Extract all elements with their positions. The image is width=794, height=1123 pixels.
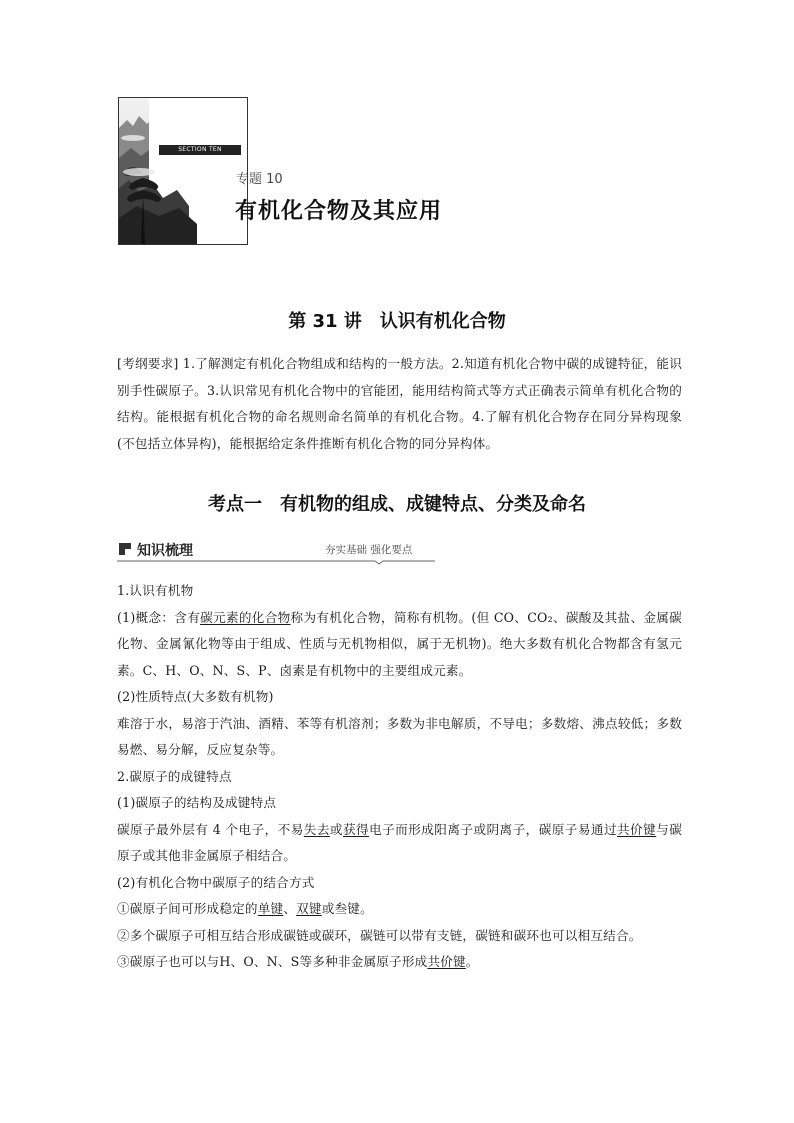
- underlined-term: 碳元素的化合物: [200, 609, 291, 625]
- underlined-term: 单键: [257, 901, 284, 916]
- lecture-number: 第 31 讲: [288, 311, 362, 332]
- point-number: 考点一: [208, 494, 262, 515]
- paragraph-binding-3: ③碳原子也可以与H、O、N、S等多种非金属原子形成共价键。: [117, 954, 479, 969]
- paragraph-properties: 难溶于水，易溶于汽油、酒精、苯等有机溶剂；多数为非电解质，不导电；多数熔、沸点较低；多数易燃、易分解，反应复杂等。: [117, 715, 682, 757]
- paragraph-binding-2: ②多个碳原子可相互结合形成碳链或碳环，碳链可以带有支链，碳链和碳环也可以相互结合。: [117, 927, 642, 943]
- knowledge-subtitle: 夯实基础 强化要点: [325, 544, 413, 556]
- paragraph-structure-title: (1)碳原子的结构及成键特点: [117, 795, 277, 810]
- requirements-tag: [考纲要求]: [117, 356, 179, 371]
- knowledge-label: 知识梳理: [137, 543, 193, 559]
- underlined-term: 失去: [303, 821, 330, 837]
- lecture-title: [0, 307, 794, 333]
- square-bullet-icon: [119, 543, 131, 555]
- underlined-term: 获得: [342, 821, 370, 837]
- requirements-text: 1.了解测定有机化合物组成和结构的一般方法。2.知道有机化合物中碳的成键特征，能识别手性碳原子。3.认识常见有机化合物中的官能团，能用结构简式等方式正确表示简单有机化合物的结构。能根据有机化合物的命名规则命名简单的有机化合物。4.了解有机化合物存在同分异构现象(不包括立体异构)，能根据给定条件推断有机化合物的同分异构体。: [117, 356, 683, 451]
- chapter-banner-image: [118, 97, 248, 245]
- paragraph-properties-title: (2)性质特点(大多数有机物): [117, 689, 274, 704]
- knowledge-section-header: [117, 540, 435, 564]
- topic-number: 专题 10: [236, 172, 283, 187]
- underlined-term: 双键: [296, 901, 322, 916]
- heading-1: 1.认识有机物: [117, 583, 194, 598]
- lecture-name: 认识有机化合物: [379, 311, 506, 332]
- mountain-landscape-illustration: [119, 98, 247, 244]
- header-underline-divider: [117, 557, 435, 565]
- heading-2: 2.碳原子的成键特点: [117, 768, 232, 784]
- topic-title: 有机化合物及其应用: [235, 199, 443, 224]
- underlined-term: 共价键: [427, 954, 466, 969]
- underlined-term: 共价键: [617, 821, 657, 837]
- paragraph-concept: (1)概念：含有碳元素的化合物称为有机化合物，简称有机物。(但 CO、CO₂、碳酸及其盐、金属碳化物、金属氰化物等由于组成、性质与无机物相似，属于无机物)。绝大多数有机化合物都含有氢元素。C、H、O、N、S、P、卤素是有机物中的主要组成元素。: [117, 609, 682, 678]
- paragraph-binding-1: ①碳原子间可形成稳定的单键、双键或叁键。: [117, 901, 373, 916]
- paragraph-binding-title: (2)有机化合物中碳原子的结合方式: [117, 874, 315, 890]
- paragraph-structure: 碳原子最外层有 4 个电子，不易失去或获得电子而形成阳离子或阴离子，碳原子易通过共价键与碳原子或其他非金属原子相结合。: [117, 821, 682, 863]
- exam-requirements: [117, 351, 682, 457]
- section-label: SECTION TEN: [159, 145, 241, 155]
- point-name: 有机物的组成、成键特点、分类及命名: [280, 494, 586, 515]
- point-title: [0, 490, 794, 516]
- content-body: [117, 578, 682, 976]
